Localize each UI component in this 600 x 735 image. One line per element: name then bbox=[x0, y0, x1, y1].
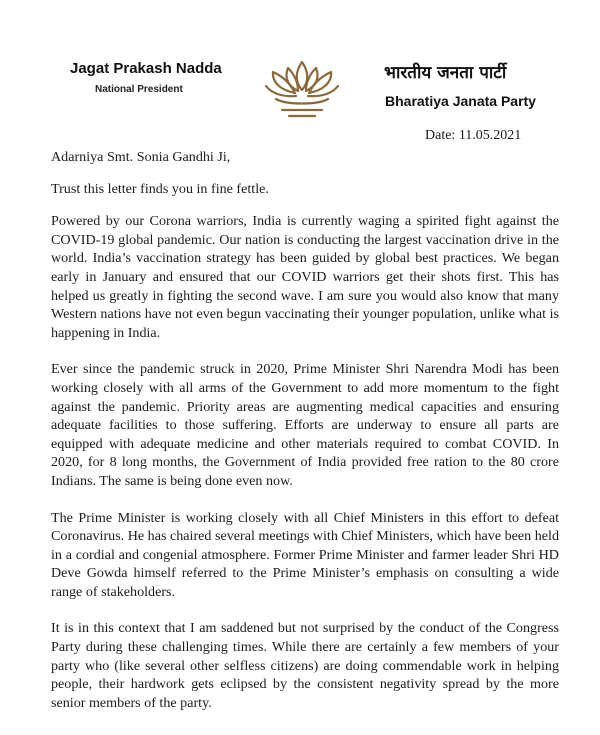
paragraph-government-efforts: Ever since the pandemic struck in 2020, Prime Minister Shri Narendra Modi has been working closely with all arms of the Government to add more momentum to the fight against the pandemic. Priority areas are augmenting medical capacities and ensuring adequate facilities to those suffering. Efforts are underway to ensure all parts are equipped with adequate medicine and other materials required to combat COVID. In 2020, for 8 long months, the Government of India provided free ration to the 80 crore Indians. The same is being done even now. bbox=[51, 361, 559, 489]
paragraph-congress-conduct: It is in this context that I am saddened but not surprised by the conduct of the Congress Party during these challenging times. While there are certainly a few members of your party who (like several other selfless citizens) are doing commendable work in helping people, their hardwork gets eclipsed by the consistent negativity spread by the more senior members of the party. bbox=[51, 620, 559, 711]
lotus-icon bbox=[262, 58, 342, 120]
greeting: Trust this letter finds you in fine fettle. bbox=[51, 180, 269, 197]
party-name-hindi: भारतीय जनता पार्टी bbox=[384, 63, 507, 83]
paragraph-vaccination: Powered by our Corona warriors, India is currently waging a spirited fight against the COVID-19 global pandemic. Our nation is conducting the largest vaccination drive in the world. India’s vaccination strategy has been guided by global best practices. We began early in January and ensured that our COVID warriors get their shots first. This has helped us greatly in fighting the second wave. I am sure you would also know that many Western nations have not even begun vaccinating their younger population, unlike what is happening in India. bbox=[51, 213, 559, 341]
sender-name: Jagat Prakash Nadda bbox=[70, 60, 222, 77]
letter-date: Date: 11.05.2021 bbox=[425, 128, 522, 143]
paragraph-chief-ministers: The Prime Minister is working closely with all Chief Ministers in this effort to defeat Coronavirus. He has chaired several meetings with Chief Ministers, which have been held in a cordial and congenial atmosphere. Former Prime Minister and farmer leader Shri HD Deve Gowda himself referred to the Prime Minister’s emphasis on consulting a wide range of stakeholders. bbox=[51, 509, 560, 600]
letter-body bbox=[51, 148, 559, 730]
salutation: Adarniya Smt. Sonia Gandhi Ji, bbox=[51, 149, 231, 165]
sender-title: National President bbox=[95, 84, 183, 95]
party-name-english: Bharatiya Janata Party bbox=[385, 93, 536, 109]
